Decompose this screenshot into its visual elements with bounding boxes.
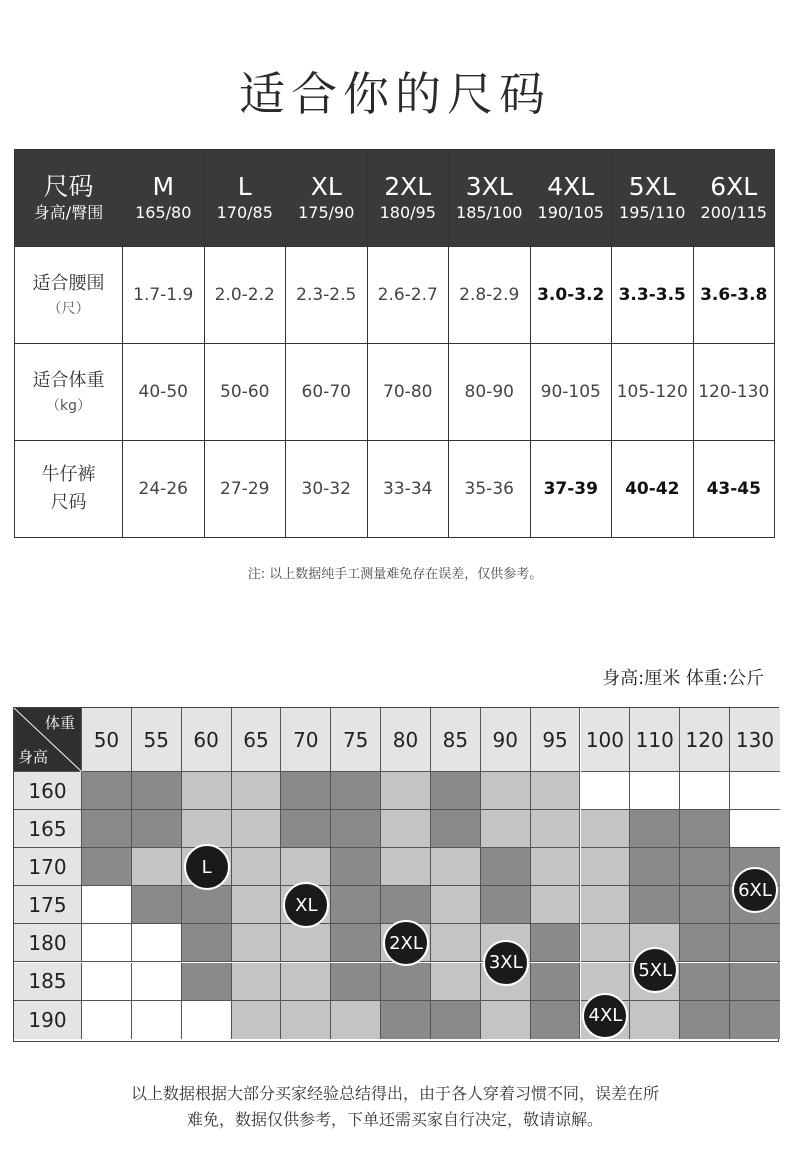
size-measure: 185/100 xyxy=(456,203,523,222)
size-header-row xyxy=(15,150,775,247)
grid-cell xyxy=(381,886,431,924)
table-cell: 35-36 xyxy=(449,441,531,538)
grid-cell xyxy=(82,886,132,924)
size-col-l xyxy=(204,150,286,247)
table-cell: 105-120 xyxy=(612,344,694,441)
table-cell: 2.3-2.5 xyxy=(286,247,368,344)
grid-cell xyxy=(680,810,730,848)
grid-cell xyxy=(730,963,780,1001)
size-marker: 3XL xyxy=(483,940,529,986)
grid-cell xyxy=(531,963,581,1001)
grid-cell xyxy=(431,963,481,1001)
page-title: 适合你的尺码 xyxy=(239,67,551,121)
size-label: L xyxy=(237,172,252,201)
grid-corner xyxy=(14,708,82,772)
table-cell: 40-42 xyxy=(612,441,694,538)
size-grid xyxy=(13,707,779,1042)
row-label-main: 适合腰围 xyxy=(32,273,105,294)
grid-cell xyxy=(232,772,282,810)
size-col-m xyxy=(123,150,205,247)
footer-line: 以上数据根据大部分买家经验总结得出，由于各人穿着习惯不同，误差在所 xyxy=(130,1084,659,1103)
grid-cell xyxy=(431,810,481,848)
size-marker: L xyxy=(184,844,230,890)
grid-cell xyxy=(232,1001,282,1039)
table-cell: 90-105 xyxy=(530,344,612,441)
weight-header: 80 xyxy=(381,708,431,772)
grid-cell xyxy=(481,886,531,924)
grid-cell xyxy=(481,810,531,848)
height-header: 180 xyxy=(14,924,82,962)
size-measure: 190/105 xyxy=(537,203,604,222)
size-marker: 5XL xyxy=(632,947,678,993)
size-col-xl xyxy=(286,150,368,247)
weight-header: 75 xyxy=(331,708,381,772)
grid-cell xyxy=(281,963,331,1001)
grid-cell xyxy=(331,848,381,886)
table-cell: 2.8-2.9 xyxy=(449,247,531,344)
grid-cell xyxy=(132,886,182,924)
table-cell: 70-80 xyxy=(367,344,449,441)
corner-bottom-label: 身高/臀围 xyxy=(33,203,104,222)
size-marker: XL xyxy=(283,882,329,928)
grid-cell xyxy=(431,772,481,810)
grid-cell xyxy=(82,963,132,1001)
grid-cell xyxy=(531,924,581,962)
grid-cell xyxy=(182,810,232,848)
grid-cell xyxy=(581,848,631,886)
size-measure: 165/80 xyxy=(135,203,192,222)
height-header: 175 xyxy=(14,886,82,924)
size-label: 6XL xyxy=(710,172,758,201)
weight-header: 130 xyxy=(730,708,780,772)
grid-cell xyxy=(431,1001,481,1039)
grid-cell xyxy=(232,963,282,1001)
corner-weight-label: 体重 xyxy=(44,714,75,732)
weight-header: 110 xyxy=(630,708,680,772)
grid-cell xyxy=(680,1001,730,1039)
row-label xyxy=(15,441,123,538)
grid-cell xyxy=(581,924,631,962)
grid-cell xyxy=(381,848,431,886)
grid-cell xyxy=(680,924,730,962)
grid-cell xyxy=(381,963,431,1001)
row-label-main: 牛仔裤 xyxy=(41,464,96,485)
size-marker: 6XL xyxy=(732,867,778,913)
footer-disclaimer xyxy=(0,1081,790,1133)
grid-cell xyxy=(630,772,680,810)
size-col-2xl xyxy=(367,150,449,247)
size-col-6xl xyxy=(693,150,775,247)
grid-cell xyxy=(82,848,132,886)
weight-header: 90 xyxy=(481,708,531,772)
grid-cell xyxy=(232,886,282,924)
grid-cell xyxy=(680,772,730,810)
height-header: 185 xyxy=(14,963,82,1001)
grid-cell xyxy=(680,848,730,886)
grid-cell xyxy=(431,924,481,962)
grid-cell xyxy=(281,810,331,848)
size-col-5xl xyxy=(612,150,694,247)
grid-cell xyxy=(381,772,431,810)
grid-cell xyxy=(581,886,631,924)
grid-cell xyxy=(630,886,680,924)
table-cell: 3.0-3.2 xyxy=(530,247,612,344)
grid-cell xyxy=(630,1001,680,1039)
size-marker: 4XL xyxy=(582,993,628,1039)
grid-cell xyxy=(132,1001,182,1039)
grid-cell xyxy=(232,848,282,886)
corner-top-label: 尺码 xyxy=(43,172,94,201)
grid-cell xyxy=(182,772,232,810)
grid-cell xyxy=(381,1001,431,1039)
size-measure: 180/95 xyxy=(379,203,436,222)
jeans-row xyxy=(15,441,775,538)
size-label: 3XL xyxy=(465,172,513,201)
size-measure: 200/115 xyxy=(700,203,767,222)
size-label: M xyxy=(152,172,175,201)
grid-cell xyxy=(581,810,631,848)
row-label-sub: （kg） xyxy=(46,398,91,414)
height-header: 190 xyxy=(14,1001,82,1039)
row-label xyxy=(15,247,123,344)
grid-cell xyxy=(531,1001,581,1039)
grid-cell xyxy=(680,886,730,924)
grid-cell xyxy=(680,963,730,1001)
table-cell: 120-130 xyxy=(693,344,775,441)
grid-cell xyxy=(281,1001,331,1039)
grid-cell xyxy=(481,772,531,810)
grid-cell xyxy=(132,924,182,962)
table-cell: 27-29 xyxy=(204,441,286,538)
row-label-main: 适合体重 xyxy=(32,370,105,391)
grid-cell xyxy=(331,886,381,924)
grid-cell xyxy=(331,963,381,1001)
table-cell: 50-60 xyxy=(204,344,286,441)
weight-header: 95 xyxy=(531,708,581,772)
grid-cell xyxy=(132,810,182,848)
corner-height-label: 身高 xyxy=(18,748,49,766)
grid-cell xyxy=(331,772,381,810)
size-table xyxy=(14,149,775,538)
size-col-4xl xyxy=(530,150,612,247)
size-label: 4XL xyxy=(547,172,595,201)
table-cell: 37-39 xyxy=(530,441,612,538)
grid-cell xyxy=(630,848,680,886)
table-cell: 2.0-2.2 xyxy=(204,247,286,344)
grid-cell xyxy=(431,886,481,924)
table-cell: 2.6-2.7 xyxy=(367,247,449,344)
weight-row xyxy=(15,344,775,441)
grid-cell xyxy=(431,848,481,886)
grid-cell xyxy=(182,1001,232,1039)
weight-header: 65 xyxy=(232,708,282,772)
grid-cell xyxy=(381,810,431,848)
grid-cell xyxy=(581,772,631,810)
grid-cell xyxy=(531,886,581,924)
grid-cell xyxy=(331,924,381,962)
grid-cell xyxy=(331,810,381,848)
weight-header: 50 xyxy=(82,708,132,772)
grid-cell xyxy=(730,810,780,848)
row-label xyxy=(15,344,123,441)
size-label: XL xyxy=(310,172,342,201)
grid-cell xyxy=(182,924,232,962)
weight-header: 85 xyxy=(431,708,481,772)
table-cell: 43-45 xyxy=(693,441,775,538)
grid-cell xyxy=(182,886,232,924)
size-corner xyxy=(15,150,123,247)
grid-cell xyxy=(630,810,680,848)
table-cell: 1.7-1.9 xyxy=(123,247,205,344)
grid-cell xyxy=(281,924,331,962)
table-cell: 80-90 xyxy=(449,344,531,441)
weight-header: 70 xyxy=(281,708,331,772)
unit-label: 身高:厘米 体重:公斤 xyxy=(602,668,764,689)
table-cell: 30-32 xyxy=(286,441,368,538)
grid-cell xyxy=(82,924,132,962)
measurement-note: 注: 以上数据纯手工测量难免存在误差，仅供参考。 xyxy=(247,567,543,582)
weight-header: 60 xyxy=(182,708,232,772)
grid-cell xyxy=(132,963,182,1001)
grid-cell xyxy=(281,772,331,810)
waist-row xyxy=(15,247,775,344)
table-cell: 24-26 xyxy=(123,441,205,538)
table-cell: 60-70 xyxy=(286,344,368,441)
grid-cell xyxy=(481,1001,531,1039)
size-measure: 170/85 xyxy=(216,203,273,222)
grid-cell xyxy=(82,772,132,810)
table-cell: 3.6-3.8 xyxy=(693,247,775,344)
height-header: 170 xyxy=(14,848,82,886)
size-measure: 175/90 xyxy=(298,203,355,222)
size-col-3xl xyxy=(449,150,531,247)
grid-cell xyxy=(82,1001,132,1039)
grid-cell xyxy=(132,848,182,886)
table-cell: 33-34 xyxy=(367,441,449,538)
height-header: 160 xyxy=(14,772,82,810)
grid-cell xyxy=(232,924,282,962)
row-label-sub: 尺码 xyxy=(50,492,87,513)
grid-cell xyxy=(132,772,182,810)
size-label: 2XL xyxy=(384,172,432,201)
footer-line: 难免，数据仅供参考，下单还需买家自行决定，敬请谅解。 xyxy=(186,1110,603,1129)
weight-header: 55 xyxy=(132,708,182,772)
weight-header: 120 xyxy=(680,708,730,772)
grid-cell xyxy=(182,963,232,1001)
grid-cell xyxy=(531,772,581,810)
table-cell: 40-50 xyxy=(123,344,205,441)
grid-cell xyxy=(531,848,581,886)
weight-header: 100 xyxy=(581,708,631,772)
grid-cell xyxy=(730,924,780,962)
row-label-sub: （尺） xyxy=(47,301,90,317)
grid-cell xyxy=(281,848,331,886)
grid-cell xyxy=(481,848,531,886)
table-cell: 3.3-3.5 xyxy=(612,247,694,344)
grid-cell xyxy=(331,1001,381,1039)
grid-cell xyxy=(531,810,581,848)
grid-cell xyxy=(730,1001,780,1039)
grid-cell xyxy=(232,810,282,848)
grid-cell xyxy=(82,810,132,848)
size-label: 5XL xyxy=(628,172,676,201)
grid-cell xyxy=(730,772,780,810)
size-marker: 2XL xyxy=(383,920,429,966)
height-header: 165 xyxy=(14,810,82,848)
size-measure: 195/110 xyxy=(619,203,686,222)
